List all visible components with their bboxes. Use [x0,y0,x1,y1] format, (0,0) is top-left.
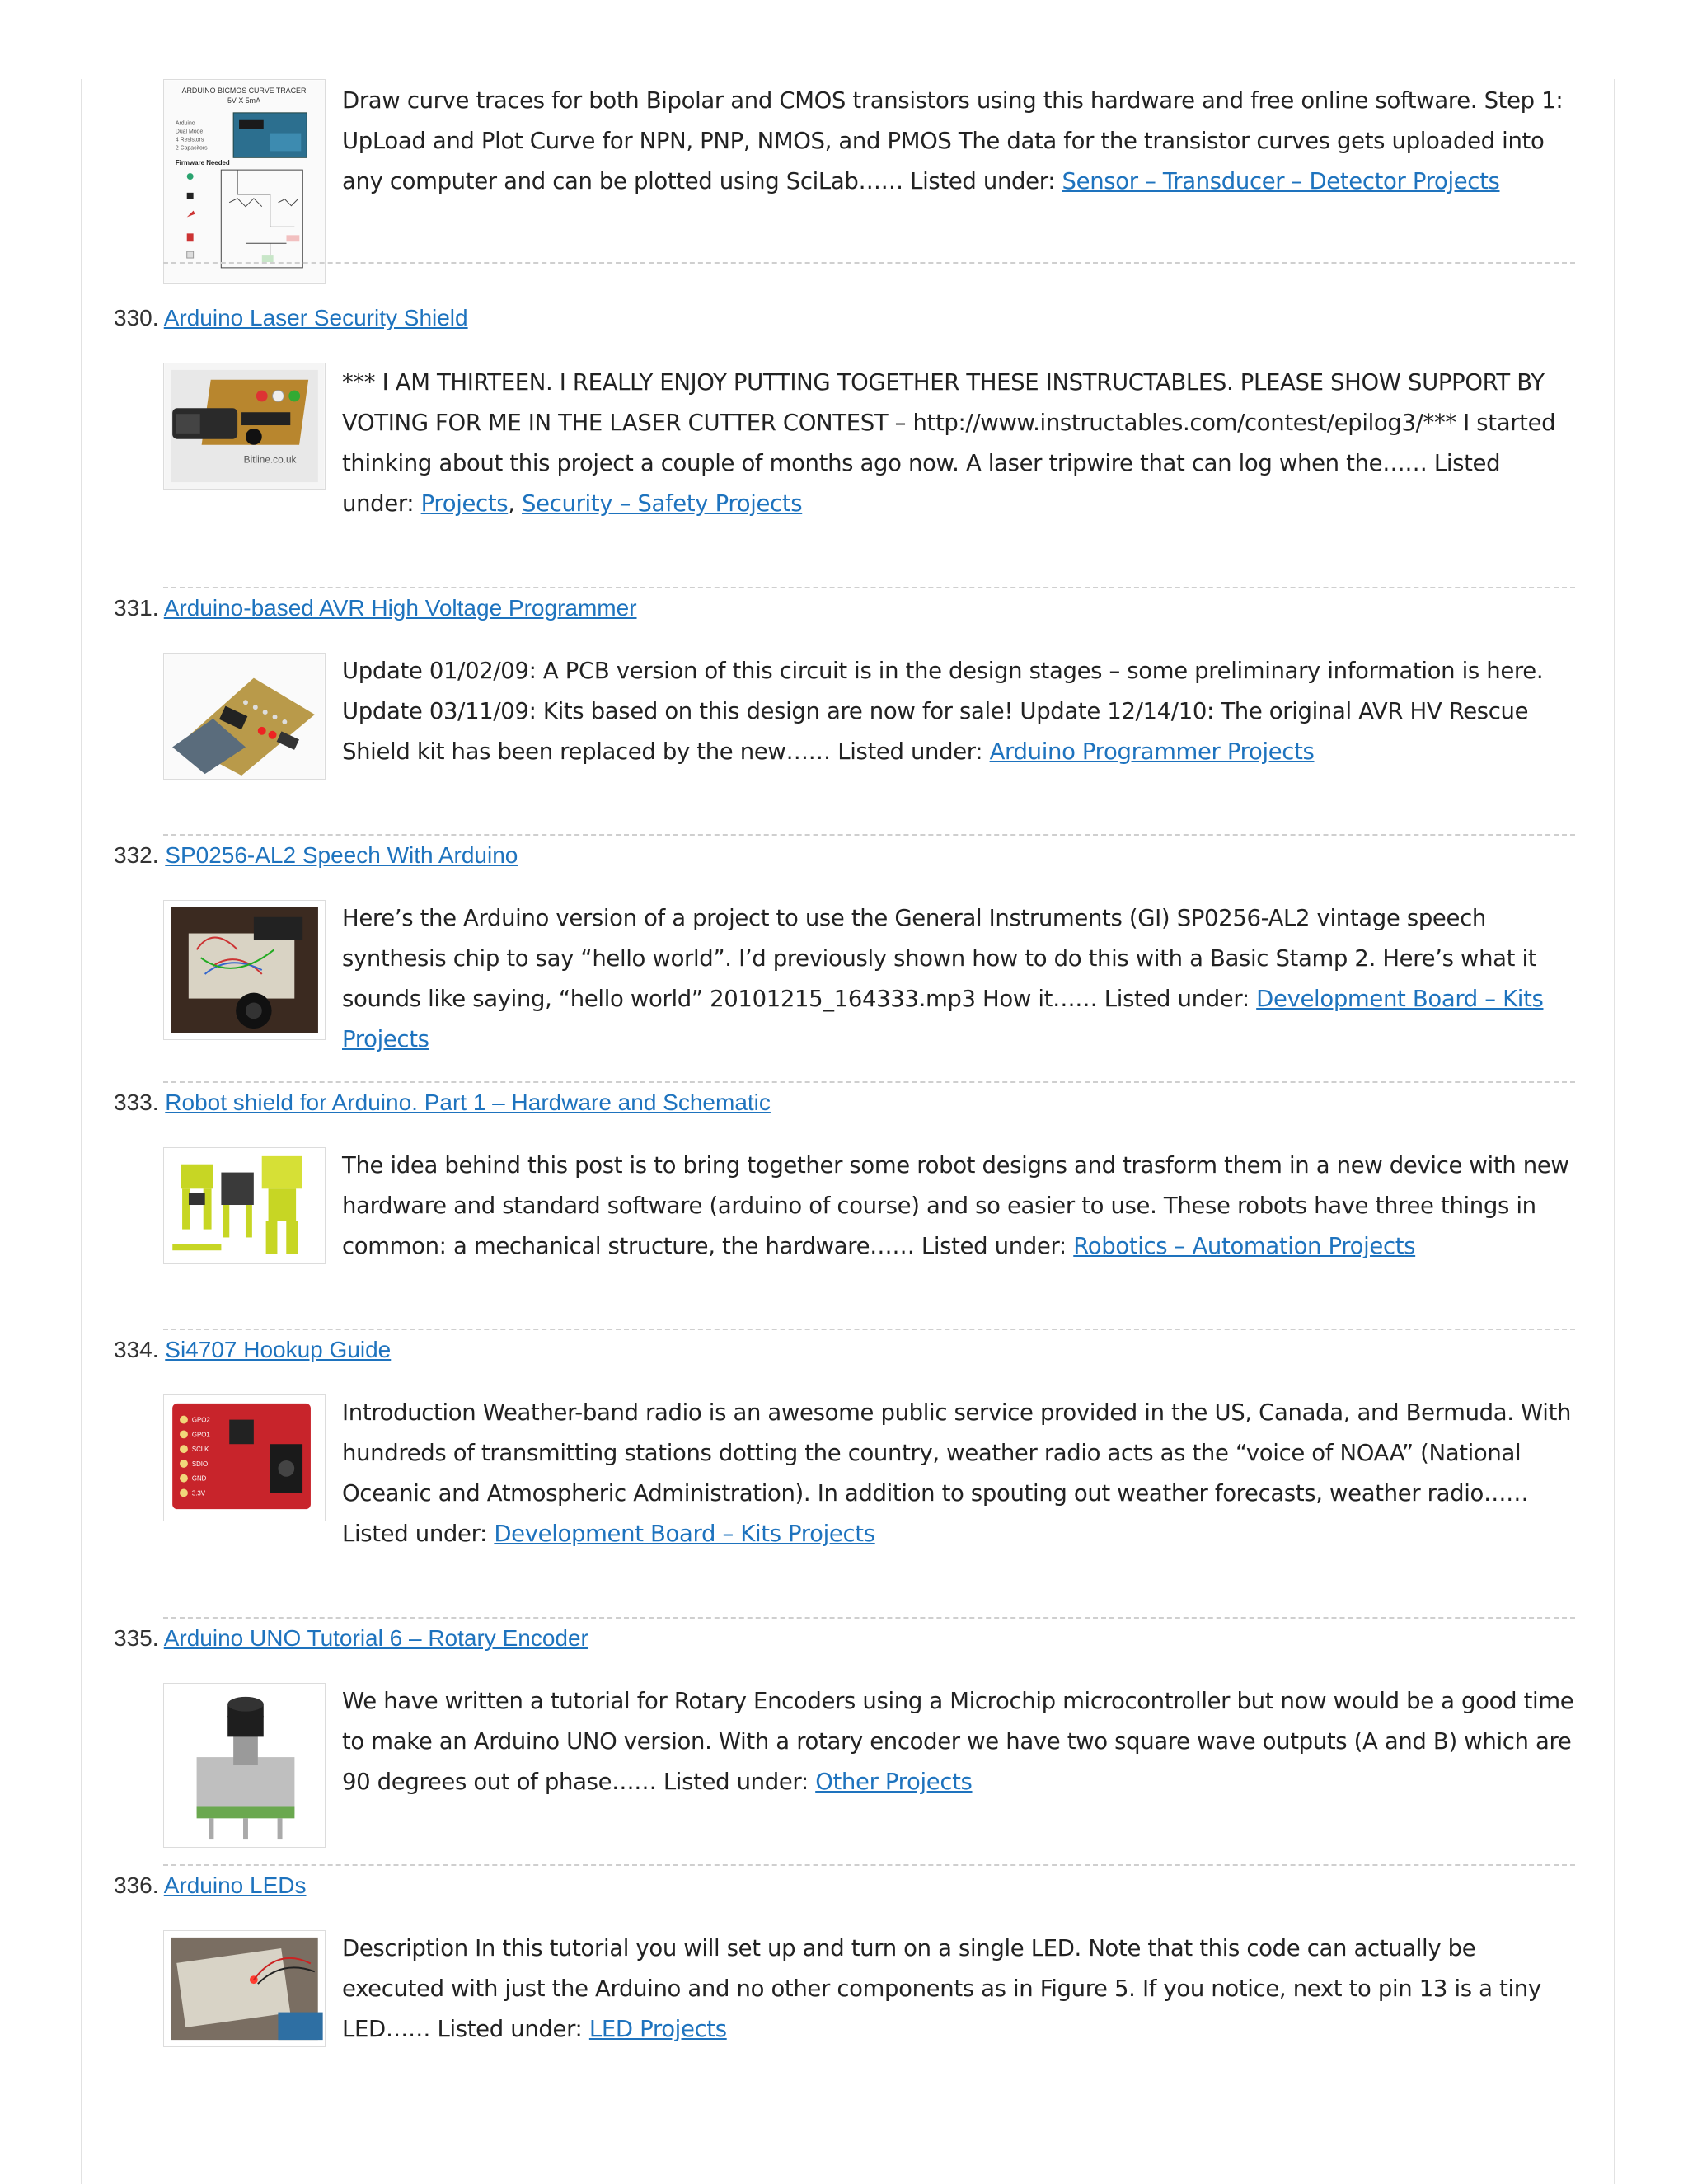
divider [163,262,1575,264]
thumbnail-image[interactable] [163,1394,326,1521]
svg-text:SDIO: SDIO [191,1460,209,1468]
item-description [342,898,1578,1060]
speech-breadboard-photo [164,901,325,1039]
item-title-link[interactable]: SP0256-AL2 Speech With Arduino [165,842,518,868]
divider [163,834,1575,836]
item-title-row [114,1869,307,1902]
svg-text:Bitline.co.uk: Bitline.co.uk [243,453,297,466]
led-breadboard-photo [164,1931,325,2046]
svg-text:5V X 5mA: 5V X 5mA [227,96,261,105]
item-title-link[interactable]: Si4707 Hookup Guide [165,1337,392,1362]
item-description-text: Description In this tutorial you will set up and turn on a single LED. Note that this code can actually be executed with just the Arduino and no other components as in Figure 5. If you notice, next to pin 13 is a tiny LED…… Listed under: [342,1935,1541,2042]
item-description [342,1929,1578,2050]
avr-programmer-photo [164,654,325,779]
item-number: 331. [114,595,159,621]
item-description [342,1146,1578,1267]
thumbnail-image[interactable] [163,1930,326,2047]
item-description-text: *** I AM THIRTEEN. I REALLY ENJOY PUTTING TOGETHER THESE INSTRUCTABLES. PLEASE SHOW SUPPORT BY VOTING FOR ME IN THE LASER CUTTER CONTEST – http://www.instructables.com/contest/epilog3/*** I started thinking about this project a couple of months ago now. A laser tripwire that can log when the…… Listed under: [342,369,1556,517]
item-number: 335. [114,1625,159,1651]
category-link[interactable]: Projects [420,490,509,517]
item-title-row [114,1333,391,1366]
category-link[interactable]: Arduino Programmer Projects [989,738,1315,765]
divider [163,1081,1575,1083]
thumbnail-image[interactable] [163,900,326,1040]
item-description-text: The idea behind this post is to bring together some robot designs and trasform them in a new device with new hardware and standard software (arduino of course) and so easier to use. These robots have three things in common: a mechanical structure, the hardware…… Listed under: [342,1152,1569,1259]
item-number: 336. [114,1872,159,1898]
category-link[interactable]: Security – Safety Projects [522,490,803,517]
thumbnail-image[interactable] [163,1683,326,1848]
divider [163,1617,1575,1619]
item-title-link[interactable]: Arduino Laser Security Shield [163,305,468,330]
category-link[interactable]: Development Board – Kits Projects [494,1521,875,1547]
item-title-row [114,592,637,625]
thumbnail-image[interactable] [163,79,326,284]
item-description-text: Introduction Weather-band radio is an awesome public service provided in the US, Canada, and Bermuda. With hundreds of transmitting stations dotting the country, weather radio acts as the “voice of NOAA” (National Oceanic and Atmospheric Administration). In addition to spouting out weather forecasts, weather radio…… Listed under: [342,1399,1572,1547]
item-description-text: Here’s the Arduino version of a project to use the General Instruments (GI) SP0256-AL2 vintage speech synthesis chip to say “hello world”. I’d previously shown how to do this with a Basic Stamp 2. Here’s what it sounds like saying, “hello world” 20101215_164333.mp3 How it…… Listed under: [342,905,1537,1012]
thumbnail-image[interactable] [163,363,326,490]
item-description: *** I AM THIRTEEN. I REALLY ENJOY PUTTING TOGETHER THESE INSTRUCTABLES. PLEASE SHOW SUPPORT BY VOTING FOR ME IN THE LASER CUTTER CONTEST – http://www.instructables.com/contest/epilog3/*** I started thinking about this project a couple of months ago now. A laser tripwire that can log when the…… Listed under: Projects, Security – Safety Projects [342,369,1556,517]
category-link[interactable]: LED Projects [588,2016,727,2042]
svg-text:GPO1: GPO1 [191,1431,210,1439]
thumbnail-image[interactable] [163,653,326,780]
svg-text:4 Resistors: 4 Resistors [175,137,204,143]
item-title-row [114,1086,771,1119]
si4707-board-photo [164,1395,325,1521]
category-link[interactable]: Robotics – Automation Projects [1073,1233,1416,1259]
category-link[interactable]: Other Projects [815,1769,973,1795]
svg-text:Firmware Needed: Firmware Needed [175,159,230,167]
svg-text:3.3V: 3.3V [191,1489,206,1497]
item-title-row [114,839,518,872]
curve-tracer-schematic-image [164,80,325,283]
item-number: 330. [114,305,159,330]
svg-text:2 Capacitors: 2 Capacitors [175,145,208,152]
item-number: 332. [114,842,159,868]
rotary-encoder-photo [164,1684,325,1847]
item-title-link[interactable]: Arduino LEDs [163,1872,307,1898]
divider [163,1864,1575,1866]
item-description [342,651,1578,772]
item-number: 333. [114,1090,159,1115]
divider [163,587,1575,588]
item-description [342,81,1578,202]
item-title-row [114,302,468,335]
category-link[interactable]: Sensor – Transducer – Detector Projects [1062,168,1500,194]
svg-text:Arduino: Arduino [175,120,195,127]
divider [163,1329,1575,1330]
item-title-link[interactable]: Robot shield for Arduino. Part 1 – Hardware and Schematic [165,1090,771,1115]
item-description-text: We have written a tutorial for Rotary Encoders using a Microchip microcontroller but now would be a good time to make an Arduino UNO version. With a rotary encoder we have two square wave outputs (A and B) which are 90 degrees out of phase…… Listed under: [342,1688,1574,1795]
svg-text:GND: GND [191,1474,207,1483]
item-description [342,1681,1578,1802]
laser-shield-photo [164,363,325,489]
item-title-row [114,1622,588,1655]
item-description [342,1393,1578,1554]
svg-text:Dual Mode: Dual Mode [175,129,204,135]
item-title-link[interactable]: Arduino-based AVR High Voltage Programmer [163,595,637,621]
svg-text:SCLK: SCLK [191,1446,209,1454]
item-description-text: Draw curve traces for both Bipolar and CMOS transistors using this hardware and free online software. Step 1: UpLoad and Plot Curve for NPN, PNP, NMOS, and PMOS The data for the transistor curves gets uploaded into any computer and can be plotted using SciLab…… Listed under: [342,87,1564,194]
item-description-text: Update 01/02/09: A PCB version of this circuit is in the design stages – some preliminary information is here. Update 03/11/09: Kits based on this design are now for sale! Update 12/14/10: The original AVR HV Rescue Shield kit has been replaced by the new…… Listed under: [342,658,1544,765]
robots-photo [164,1148,325,1263]
category-link[interactable]: Development Board – Kits Projects [342,986,1544,1052]
svg-text:ARDUINO BICMOS CURVE TRACER: ARDUINO BICMOS CURVE TRACER [181,87,307,96]
item-number: 334. [114,1337,159,1362]
thumbnail-image[interactable] [163,1147,326,1264]
item-title-link[interactable]: Arduino UNO Tutorial 6 – Rotary Encoder [163,1625,588,1651]
svg-text:GPO2: GPO2 [191,1416,210,1424]
